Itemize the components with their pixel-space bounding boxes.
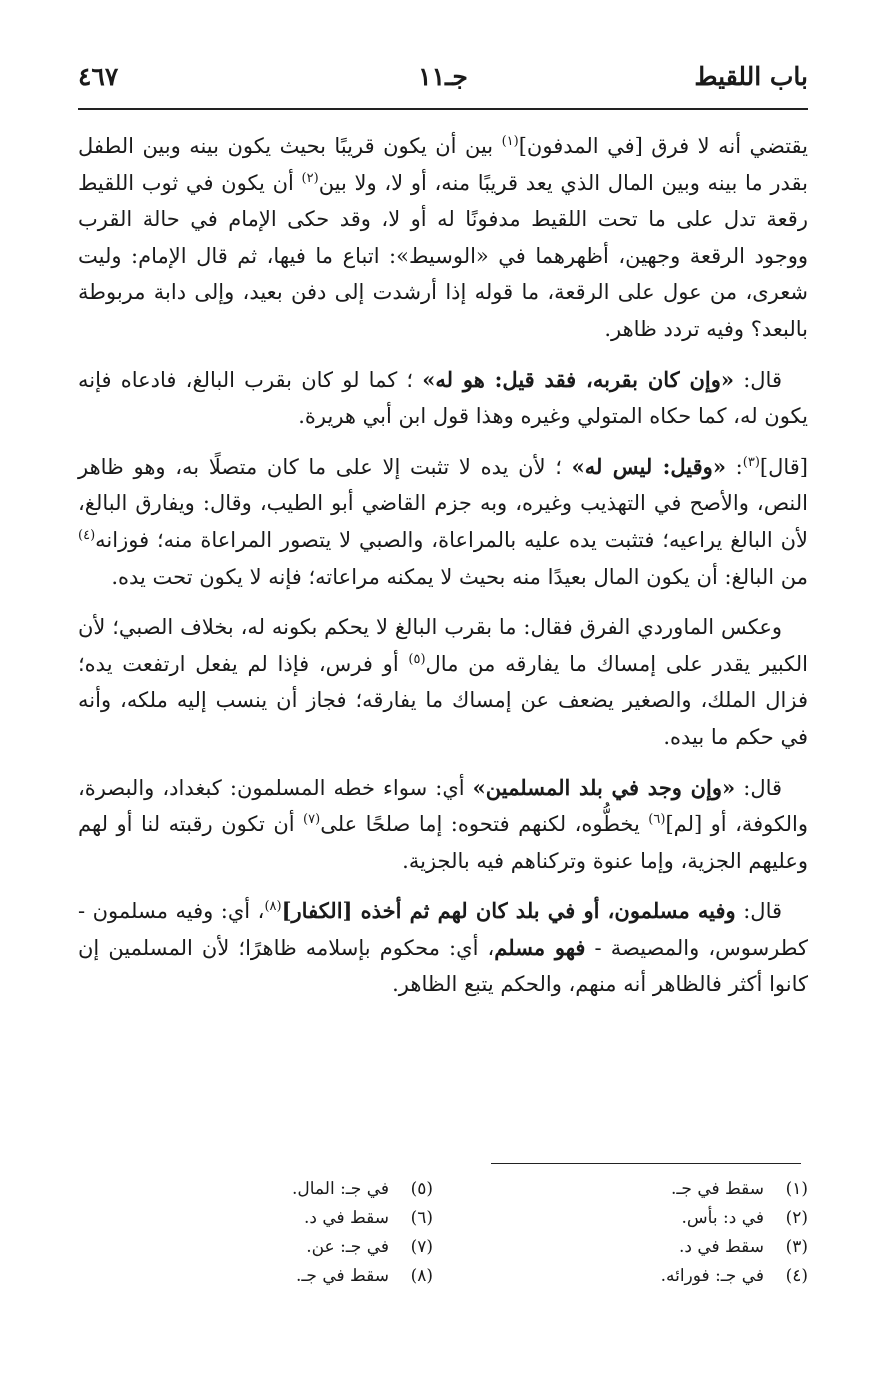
footnote-reference: (١) [501,134,519,149]
footnote [113,1175,433,1204]
text-run: يقتضي أنه لا فرق [في المدفون] [518,134,808,158]
text-run: بين أن يكون قريبًا بحيث يكون بينه وبين الطفل بقدر ما بينه وبين المال الذي يعد قريبًا منه، أو لا، ولا بين [78,134,808,195]
text-run: أن يكون في ثوب اللقيط رقعة تدل على ما تحت اللقيط مدفونًا له أو لا، وقد حكى الإمام في حالة القرب ووجود الرقعة وجهين، أظهرهما في «الوسيط»: اتباع ما فيها، ثم قال الإمام: وليت شعرى، من عول على الرقعة، ما قوله إذا أرشدت إلى دفن بعيد، وإلى دابة مربوطة بالبعد؟ وفيه تردد ظاهر. [78,170,808,341]
paragraph [78,609,808,755]
text-run: أي: سواء خطه المسلمون: كبغداد، والبصرة، والكوفة، أو [لم] [78,775,809,837]
footnote-reference: (٢) [301,170,319,186]
text-run: قال: [734,367,782,392]
footnote-number: (٦) [410,1208,433,1228]
header-rule [78,108,808,110]
text-run: أو فرس، فإذا لم يفعل ارتفعت يده؛ فزال الملك، والصغير يضعف عن إمساك ما يفارقه؛ فجاز أن ينسب إليه ملكه، وأنه في حكم ما بيده. [78,651,808,749]
footnote-text: سقط في جـ. [671,1179,764,1199]
footnote-text: في جـ: المال. [292,1179,389,1199]
footnote-text: سقط في د. [303,1208,389,1228]
text-run: ، أي: وفيه مسلمون - كطرسوس، والمصيصة - [78,899,808,960]
page-number: ٤٦٧ [78,62,119,91]
footnote [113,1233,433,1262]
footnote-text: سقط في د. [678,1237,764,1257]
footnote-text: في جـ: فورائه. [660,1266,764,1286]
bold-quote: «وإن وجد في بلد المسلمين» [472,774,736,800]
footnote [488,1233,808,1262]
running-header [78,62,808,102]
footnote-text: سقط في جـ. [296,1266,389,1286]
text-run: من البالغ: أن يكون المال بعيدًا منه بحيث لا يمكنه مراعاته؛ فإنه لا يكون تحت يده. [111,564,808,589]
text-run: [قال] [759,454,808,479]
footnote-reference: (٦) [648,812,666,828]
footnote-text: في جـ: عن. [306,1237,389,1257]
footnotes-column-right [488,1175,808,1291]
paragraph [78,893,808,1003]
footnote-number: (١) [785,1179,808,1199]
footnotes-column-left [113,1175,433,1291]
footnote [113,1262,433,1291]
footnote-number: (٧) [410,1237,433,1257]
footnote [488,1204,808,1233]
text-run: ؛ لأن يده لا تثبت إلا على ما كان متصلًا به، وهو ظاهر النص، والأصح في التهذيب وغيره، وبه جزم القاضي أبو الطيب، وقال: ويفارق البالغ، لأن البالغ يراعيه؛ فتثبت يده عليه بالمراعاة، والصبي لا يتصور المراعاة منه؛ فوزانه [78,454,808,552]
footnote-reference: (٤) [78,527,96,543]
bold-quote: «وإن كان بقربه، فقد قيل: هو له» [422,366,735,392]
text-run: ؛ كما لو كان بقرب البالغ، فادعاه فإنه يكون له، كما حكاه المتولي وغيره وهذا قول ابن أبي هريرة. [78,367,808,429]
text-run: ، أي: محكوم بإسلامه ظاهرًا؛ لأن المسلمين إن كانوا أكثر فالظاهر أنه منهم، والحكم يتبع الظاهر. [78,935,808,997]
text-run: وعكس الماوردي الفرق فقال: ما بقرب البالغ لا يحكم بكونه له، بخلاف الصبي؛ لأن الكبير يقدر على إمساك ما يفارقه من مال [78,615,808,676]
text-run: : [725,454,743,479]
text-run: قال: [735,775,783,800]
footnote-number: (٤) [785,1266,808,1286]
footnote-number: (٢) [785,1208,808,1228]
footnote-reference: (٣) [742,454,760,470]
bold-quote: وفيه مسلمون، أو في بلد كان لهم ثم أخذه [الكفار] [281,898,736,924]
footnote-reference: (٥) [408,651,426,667]
volume-number: جـ١١ [418,62,468,91]
footnote [113,1204,433,1233]
footnotes [78,1175,808,1305]
footnote [488,1175,808,1204]
paragraph [78,770,808,880]
paragraph [78,449,808,595]
footnote-reference: (٨) [264,899,282,915]
footnote-rule [491,1163,801,1164]
text-run: أن تكون رقبته لنا أو لهم وعليهم الجزية، وإما عنوة وتركناهم فيه بالجزية. [78,812,808,873]
footnote-text: في د: بأس. [681,1208,764,1228]
text-run: يخطُّوه، لكنهم فتحوه: إما صلحًا على [320,812,649,837]
bold-quote: «وقيل: ليس له» [571,453,726,479]
text-run: قال: [735,899,782,924]
footnote-reference: (٧) [303,812,321,828]
footnote [488,1262,808,1291]
paragraph [78,128,808,348]
footnote-number: (٨) [410,1266,433,1286]
bold-quote: فهو مسلم [494,934,586,960]
footnote-number: (٥) [410,1179,433,1199]
footnote-number: (٣) [785,1237,808,1257]
main-text [78,128,808,1009]
paragraph [78,362,808,435]
chapter-title: باب اللقيط [694,62,808,91]
